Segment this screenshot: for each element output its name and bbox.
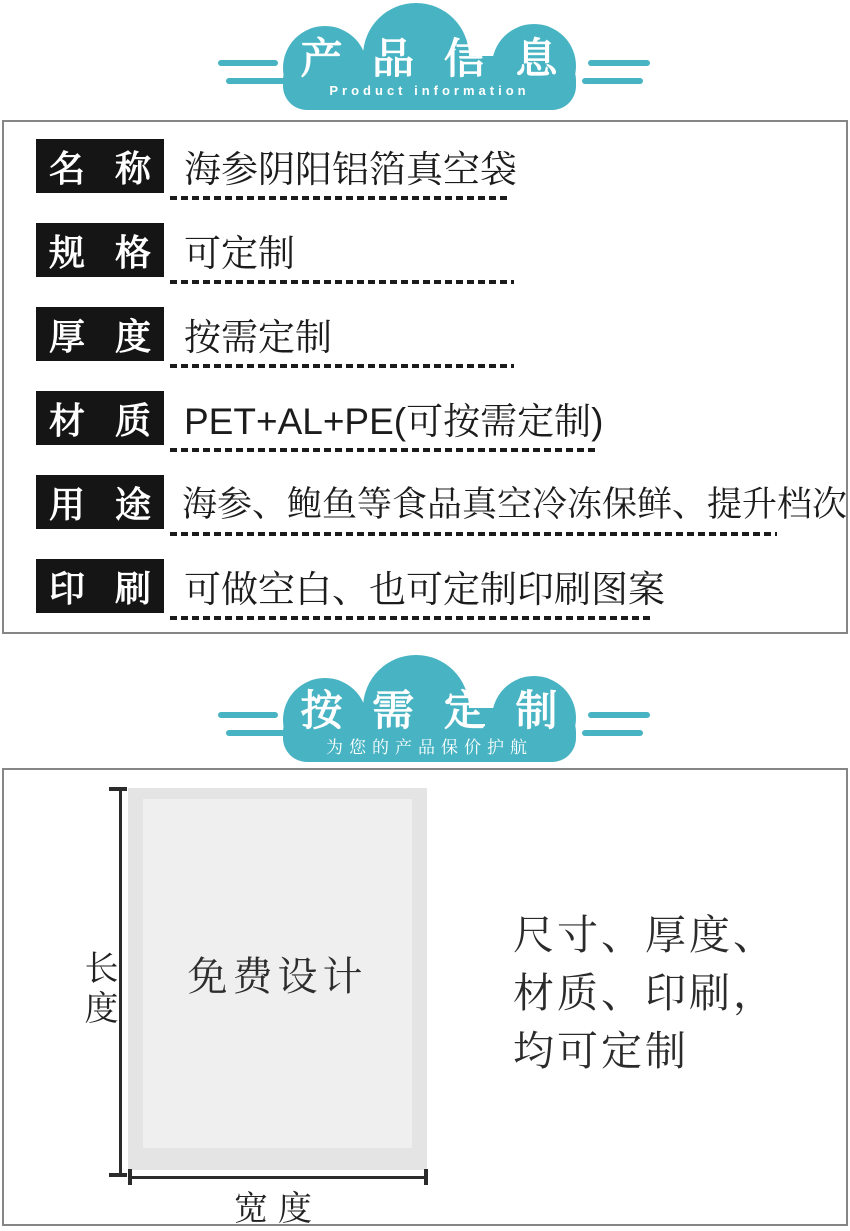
product-info-panel (2, 120, 848, 634)
spec-label: 印 刷 (36, 559, 164, 613)
decor-line-left-bottom (226, 78, 288, 84)
spec-label: 厚 度 (36, 307, 164, 361)
spec-row-usage (36, 475, 846, 529)
length-dimension-cap-top (109, 787, 127, 791)
free-design-label: 免费设计 (187, 955, 368, 999)
spec-value-area (170, 307, 514, 361)
spec-value: PET+AL+PE(可按需定制) (184, 401, 604, 442)
cloud-shape (283, 2, 576, 110)
bag-diagram (128, 788, 427, 1170)
spec-row-size (36, 223, 846, 277)
spec-row-material (36, 391, 846, 445)
banner-subtitle: Product information (329, 83, 530, 98)
decor-line-left-top (218, 712, 278, 718)
banner-subtitle: 为您的产品保价护航 (326, 738, 533, 757)
spec-label: 名 称 (36, 139, 164, 193)
customization-note (513, 906, 777, 1080)
spec-label: 规 格 (36, 223, 164, 277)
decor-line-left-top (218, 60, 278, 66)
bag-print-area (143, 799, 412, 1148)
cloud-shape (283, 654, 576, 762)
dashed-underline (170, 280, 514, 284)
decor-line-right-top (588, 712, 650, 718)
customization-panel (2, 768, 848, 1226)
decor-line-right-bottom (582, 78, 643, 84)
spec-value: 可做空白、也可定制印刷图案 (184, 569, 665, 610)
note-line-1: 尺寸、厚度、 (513, 912, 777, 958)
dashed-underline (170, 196, 511, 200)
note-line-3: 均可定制 (513, 1028, 689, 1074)
banner-title: 按 需 定 制 (300, 687, 559, 734)
dashed-underline (170, 532, 777, 536)
spec-value-area (170, 139, 517, 193)
decor-line-right-top (588, 60, 650, 66)
dashed-underline (170, 616, 654, 620)
spec-row-printing (36, 559, 846, 613)
spec-value-area (170, 223, 514, 277)
decor-line-left-bottom (226, 730, 288, 736)
spec-value: 可定制 (184, 233, 295, 274)
spec-value: 海参阴阳铝箔真空袋 (184, 149, 517, 190)
width-label: 宽度 (234, 1190, 322, 1228)
spec-value: 海参、鲍鱼等食品真空冷冻保鲜、提升档次 (182, 485, 848, 524)
spec-value-area (170, 475, 848, 529)
spec-label: 用 途 (36, 475, 164, 529)
spec-value-area (170, 559, 665, 613)
product-info-banner (0, 0, 850, 118)
banner-title: 产 品 信 息 (300, 35, 559, 82)
customization-banner (0, 652, 850, 770)
spec-label: 材 质 (36, 391, 164, 445)
spec-row-name (36, 139, 846, 193)
dashed-underline (170, 448, 596, 452)
spec-value-area (170, 391, 604, 445)
spec-value: 按需定制 (184, 317, 332, 358)
note-line-2: 材质、印刷， (513, 970, 777, 1016)
length-dimension-line (119, 788, 122, 1177)
dashed-underline (170, 364, 514, 368)
decor-line-right-bottom (582, 730, 643, 736)
length-dimension-cap-bottom (109, 1173, 127, 1177)
length-label: 长度 (79, 950, 117, 1030)
spec-row-thickness (36, 307, 846, 361)
width-dimension-line (128, 1176, 428, 1179)
